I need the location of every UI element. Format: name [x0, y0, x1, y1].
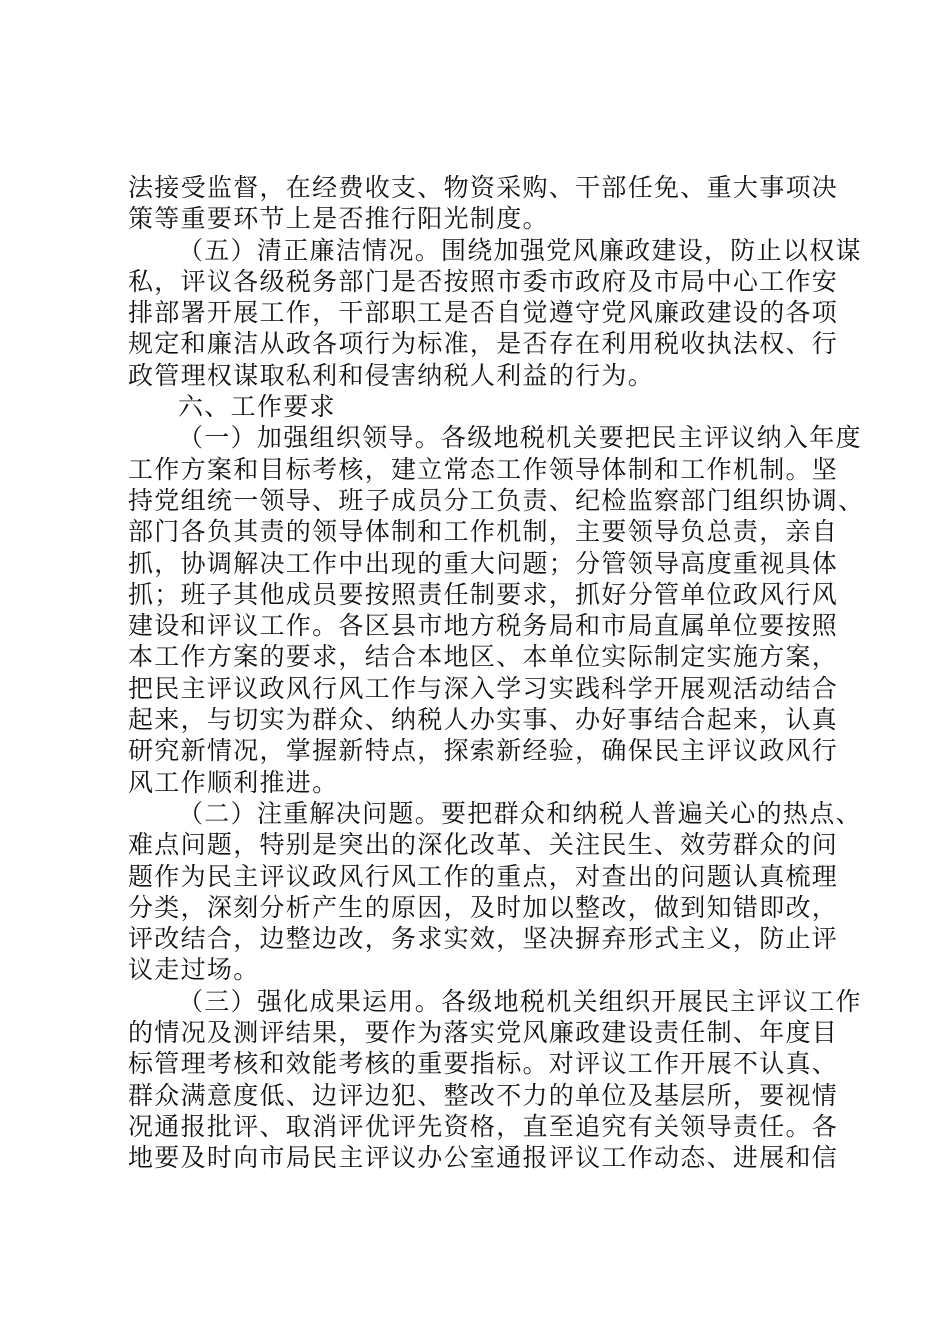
text-line: 私，评议各级税务部门是否按照市委市政府及市局中心工作安: [128, 266, 839, 296]
text-line: 把民主评议政风行风工作与深入学习实践科学开展观活动结合: [128, 673, 839, 703]
text-line: 部门各负其责的领导体制和工作机制，主要领导负总责，亲自: [128, 517, 839, 547]
text-line: 抓；班子其他成员要按照责任制要求，抓好分管单位政风行风: [128, 579, 839, 609]
text-line: 题作为民主评议政风行风工作的重点，对查出的问题认真梳理: [128, 861, 839, 891]
text-line: 六、工作要求: [178, 392, 336, 422]
text-line: 风工作顺利推进。: [128, 767, 339, 797]
text-line: 规定和廉洁从政各项行为标准，是否存在利用税收执法权、行: [128, 329, 839, 359]
text-line: 群众满意度低、边评边犯、整改不力的单位及基层所，要视情: [128, 1080, 839, 1110]
text-line: 工作方案和目标考核，建立常态工作领导体制和工作机制。坚: [128, 454, 839, 484]
text-line: 地要及时向市局民主评议办公室通报评议工作动态、进展和信: [128, 1143, 839, 1173]
text-line: 标管理考核和效能考核的重要指标。对评议工作开展不认真、: [128, 1049, 839, 1079]
text-line: 议走过场。: [128, 955, 260, 985]
text-line: （三）强化成果运用。各级地税机关组织开展民主评议工作: [178, 986, 862, 1016]
text-line: 难点问题，特别是突出的深化改革、关注民生、效劳群众的问: [128, 830, 839, 860]
text-line: 法接受监督，在经费收支、物资采购、干部任免、重大事项决: [128, 173, 839, 202]
text-line: （五）清正廉洁情况。围绕加强党风廉政建设，防止以权谋: [178, 235, 862, 265]
text-line: 抓，协调解决工作中出现的重大问题；分管领导高度重视具体: [128, 548, 839, 578]
text-line: 本工作方案的要求，结合本地区、本单位实际制定实施方案，: [128, 642, 839, 672]
text-line: 研究新情况，掌握新特点，探索新经验，确保民主评议政风行: [128, 736, 839, 766]
text-line: 起来，与切实为群众、纳税人办实事、办好事结合起来，认真: [128, 705, 839, 735]
text-line: 排部署开展工作，干部职工是否自觉遵守党风廉政建设的各项: [128, 298, 839, 328]
text-line: 评改结合，边整边改，务求实效，坚决摒弃形式主义，防止评: [128, 924, 839, 954]
text-line: （二）注重解决问题。要把群众和纳税人普遍关心的热点、: [178, 798, 862, 828]
text-line: 政管理权谋取私利和侵害纳税人利益的行为。: [128, 360, 655, 390]
text-line: 的情况及测评结果，要作为落实党风廉政建设责任制、年度目: [128, 1018, 839, 1048]
text-line: （一）加强组织领导。各级地税机关要把民主评议纳入年度: [178, 423, 862, 453]
text-line: 况通报批评、取消评优评先资格，直至追究有关领导责任。各: [128, 1111, 839, 1141]
document-body: [128, 172, 865, 1174]
text-line: 分类，深刻分析产生的原因，及时加以整改，做到知错即改，: [128, 892, 839, 922]
text-line: 持党组统一领导、班子成员分工负责、纪检监察部门组织协调、: [128, 485, 865, 515]
text-line: 策等重要环节上是否推行阳光制度。: [128, 204, 549, 234]
text-line: 建设和评议工作。各区县市地方税务局和市局直属单位要按照: [128, 611, 839, 641]
